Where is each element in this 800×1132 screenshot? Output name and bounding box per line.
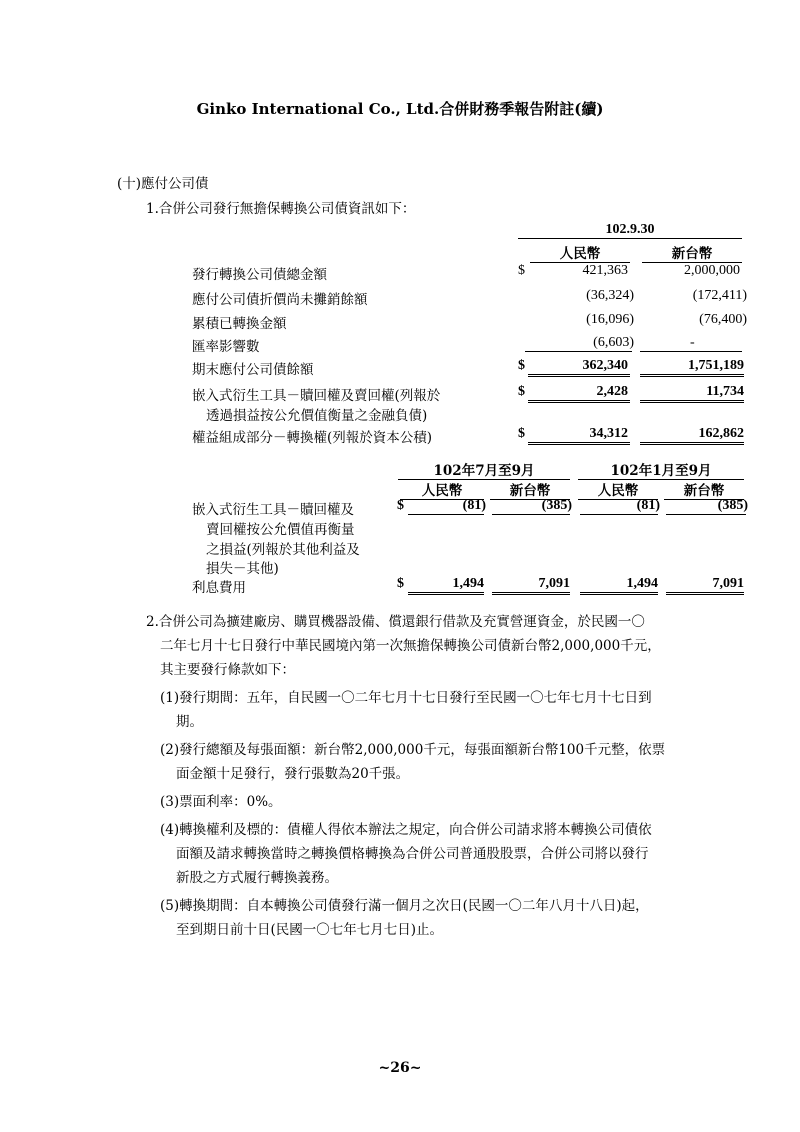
value-rmb: (16,096) <box>586 312 634 327</box>
paragraph-line: 2.合併公司為擴建廠房、購買機器設備、償還銀行借款及充實營運資金，於民國一〇 <box>146 614 645 630</box>
paragraph-line: 二年七月十七日發行中華民國境內第一次無擔保轉換公司債新台幣2,000,000千元， <box>160 638 661 654</box>
value-ntd: 11,734 <box>706 384 744 399</box>
term-line: 新股之方式履行轉換義務。 <box>176 870 338 886</box>
term-line: 至到期日前十日(民國一〇七年七月七日)止。 <box>176 922 444 938</box>
row-label: 嵌入式衍生工具－贖回權及 <box>192 502 354 518</box>
row-label-cont: 賣回權按公允價值再衡量 <box>206 522 355 538</box>
paragraph-line: 其主要發行條款如下： <box>160 662 295 678</box>
table2-col-rmb-2: 人民幣 <box>578 479 658 500</box>
item1-intro: 1.合併公司發行無擔保轉換公司債資訊如下： <box>146 201 416 217</box>
value-ntd-ytd: (385) <box>717 498 748 513</box>
table1-col-ntd: 新台幣 <box>642 242 742 263</box>
currency-symbol: $ <box>397 498 404 513</box>
row-label: 累積已轉換金額 <box>192 316 287 332</box>
value-ntd-q3: (385) <box>541 498 572 513</box>
section-heading: (十)應付公司債 <box>117 176 209 192</box>
table2-period1-header: 102年7月至9月 <box>398 459 570 480</box>
term-line: 面額及請求轉換當時之轉換價格轉換為合併公司普通股股票，合併公司將以發行 <box>176 846 649 862</box>
value-rmb: (36,324) <box>586 288 634 303</box>
currency-symbol: $ <box>518 384 525 399</box>
table1-col-rmb: 人民幣 <box>530 242 630 263</box>
table2-col-rmb-1: 人民幣 <box>400 479 484 500</box>
currency-symbol: $ <box>397 576 404 591</box>
term-line: 期。 <box>176 714 203 730</box>
page-title: Ginko International Co., Ltd.合併財務季報告附註(續) <box>196 100 604 118</box>
row-label: 權益組成部分－轉換權(列報於資本公積) <box>192 430 433 446</box>
term-line: (1)發行期間：五年，自民國一〇二年七月十七日發行至民國一〇七年七月十七日到 <box>160 690 652 706</box>
table2-col-ntd-1: 新台幣 <box>490 479 570 500</box>
value-ntd: 2,000,000 <box>684 263 740 278</box>
value-ntd: 1,751,189 <box>688 358 744 373</box>
row-label-cont: 之損益(列報於其他利益及 <box>206 542 360 558</box>
page-number: ~26~ <box>378 1060 422 1076</box>
term-line: (2)發行總額及每張面額：新台幣2,000,000千元，每張面額新台幣100千元整，依票 <box>160 742 666 758</box>
value-rmb-ytd: (81) <box>636 498 660 513</box>
value-ntd: - <box>690 335 695 350</box>
table2-period2-header: 102年1月至9月 <box>578 459 744 480</box>
table1-date-header: 102.9.30 <box>518 222 742 239</box>
value-ntd: 162,862 <box>698 426 744 441</box>
row-label: 期末應付公司債餘額 <box>192 362 314 378</box>
row-label: 應付公司債折價尚未攤銷餘額 <box>192 292 368 308</box>
value-ntd-q3: 7,091 <box>538 576 570 591</box>
value-ntd: (172,411) <box>692 288 747 303</box>
value-rmb: 362,340 <box>582 358 628 373</box>
row-label: 匯率影響數 <box>192 339 260 355</box>
term-line: (3)票面利率：0%。 <box>160 794 282 810</box>
value-rmb-ytd: 1,494 <box>626 576 658 591</box>
row-label: 利息費用 <box>192 580 246 596</box>
term-line: (4)轉換權利及標的：債權人得依本辦法之規定，向合併公司請求將本轉換公司債依 <box>160 822 652 838</box>
value-ntd: (76,400) <box>699 312 747 327</box>
value-rmb: 421,363 <box>582 263 628 278</box>
table2-col-ntd-2: 新台幣 <box>664 479 744 500</box>
value-rmb: (6,603) <box>593 335 634 350</box>
term-line: (5)轉換期間：自本轉換公司債發行滿一個月之次日(民國一〇二年八月十八日)起， <box>160 898 649 914</box>
value-rmb: 34,312 <box>589 426 628 441</box>
row-label-cont: 透過損益按公允價值衡量之金融負債) <box>206 408 428 424</box>
currency-symbol: $ <box>518 358 525 373</box>
term-line: 面金額十足發行，發行張數為20千張。 <box>176 766 410 782</box>
value-rmb-q3: (81) <box>462 498 486 513</box>
row-label: 發行轉換公司債總金額 <box>192 267 327 283</box>
currency-symbol: $ <box>518 426 525 441</box>
value-ntd-ytd: 7,091 <box>712 576 744 591</box>
row-label: 嵌入式衍生工具－贖回權及賣回權(列報於 <box>192 388 441 404</box>
value-rmb: 2,428 <box>596 384 628 399</box>
currency-symbol: $ <box>518 263 525 278</box>
row-label-cont: 損失－其他) <box>206 561 279 577</box>
value-rmb-q3: 1,494 <box>452 576 484 591</box>
